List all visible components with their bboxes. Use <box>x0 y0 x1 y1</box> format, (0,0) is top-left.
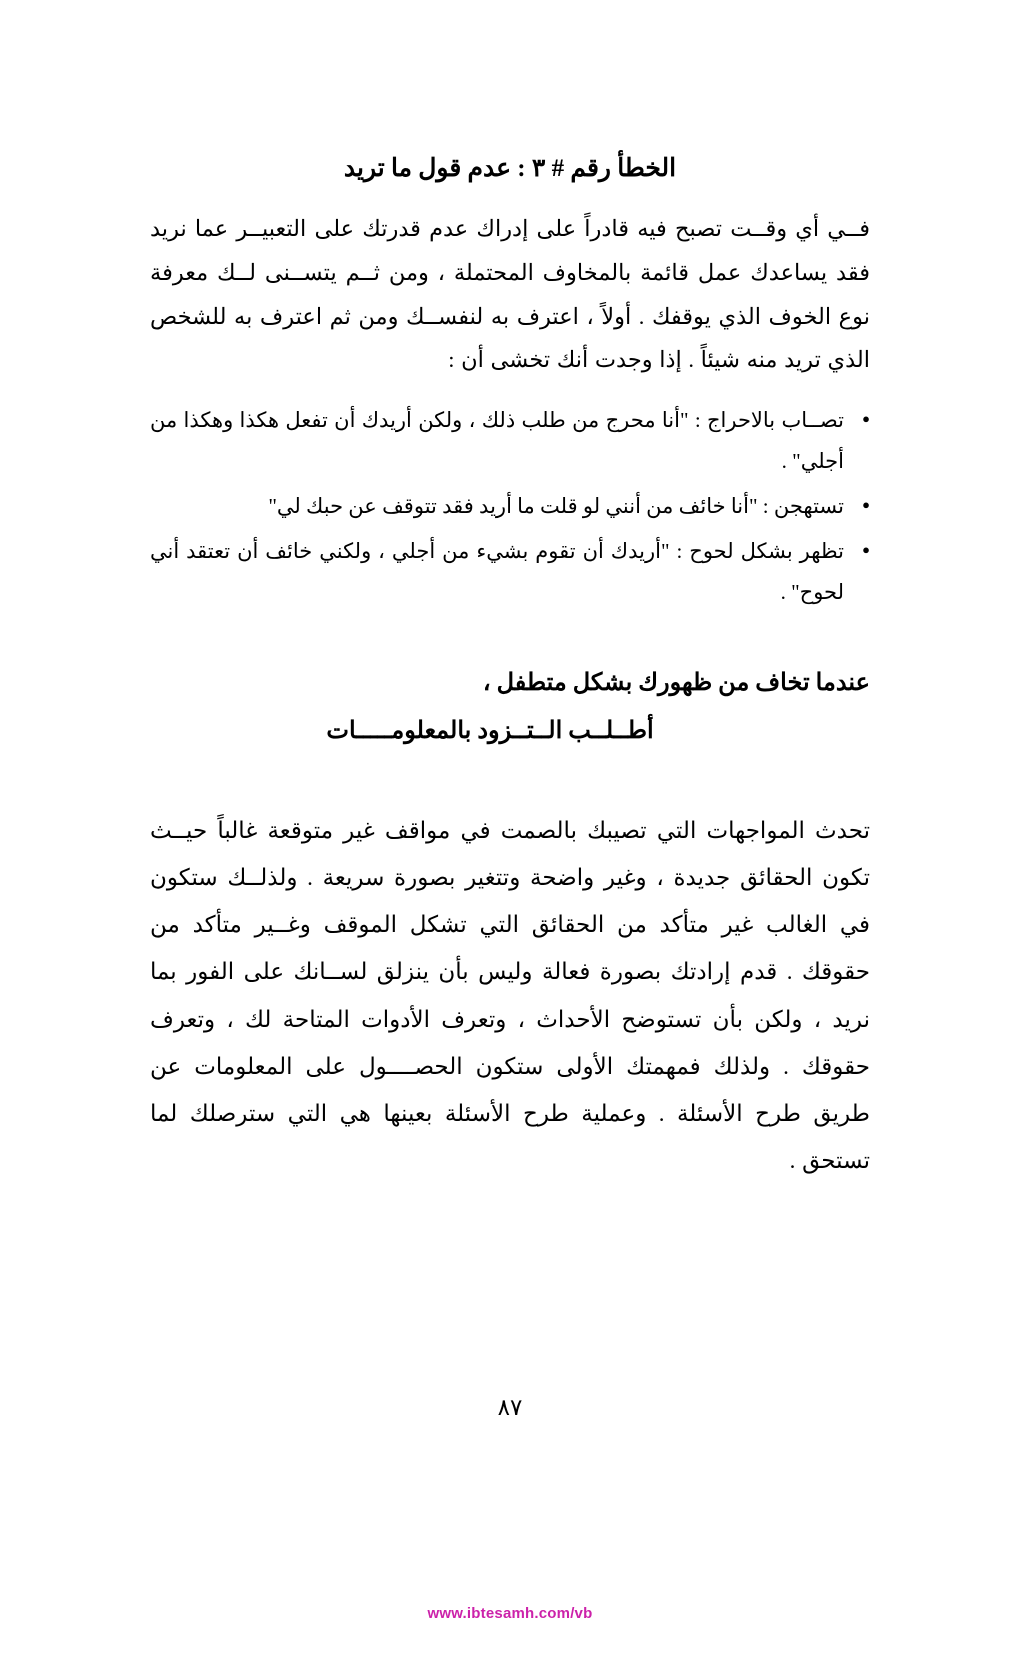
page-content <box>150 150 870 1194</box>
intro-paragraph: فــي أي وقــت تصبح فيه قادراً على إدراك عدم قدرتك على التعبيــر عما نريد فقد يساعدك عمل قائمة بالمخاوف المحتملة ، ومن ثــم يتســنى لــك معرفة نوع الخوف الذي يوقفك . أولاً ، اعترف به لنفســك ومن ثم اعترف به للشخص الذي تريد منه شيئاً . إذا وجدت أنك تخشى أن : <box>150 215 870 373</box>
section-heading-line-1: عندما تخاف من ظهورك بشكل متطفل ، <box>482 669 870 696</box>
body-paragraph: تحدث المواجهات التي تصيبك بالصمت في مواقف غير متوقعة غالباً حيــث تكون الحقائق جديدة ، وغير واضحة وتتغير بصورة سريعة . ولذلــك ستكون في الغالب غير متأكد من الحقائق التي تشكل الموقف وغــير متأكد من حقوقك . قدم إرادتك بصورة فعالة وليس بأن ينزلق لســانك على الفور بما نريد ، ولكن بأن تستوضح الأحداث ، وتعرف الأدوات المتاحة لك ، وتعرف حقوقك . ولذلك فمهمتك الأولى ستكون الحصــــول على المعلومات عن طريق طرح الأسئلة . وعملية طرح الأسئلة بعينها هي التي سترصلك لما تستحق . <box>150 817 870 1173</box>
list-item: ● تستهجن : "أنا خائف من أنني لو قلت ما أريد فقد تتوقف عن حبك لي" <box>150 486 870 527</box>
list-item: ● تصــاب بالاحراج : "أنا محرج من طلب ذلك ، ولكن أريدك أن تفعل هكذا وهكذا من أجلي" . <box>150 400 870 482</box>
section-heading-line-2: أطــلــب الــتــزود بالمعلومـــــات <box>326 717 654 744</box>
page-number: ٨٧ <box>497 1395 523 1420</box>
footer-watermark-url: www.ibtesamh.com/vb <box>427 1605 593 1622</box>
body-block <box>150 807 870 1184</box>
page-title: الخطأ رقم # ٣ : عدم قول ما تريد <box>343 155 677 182</box>
list-item: ● تظهر بشكل لحوح : "أريدك أن تقوم بشيء من أجلي ، ولكني خائف أن تعتقد أني لحوح" . <box>150 531 870 613</box>
section-heading <box>150 659 870 755</box>
fear-list <box>150 400 870 613</box>
